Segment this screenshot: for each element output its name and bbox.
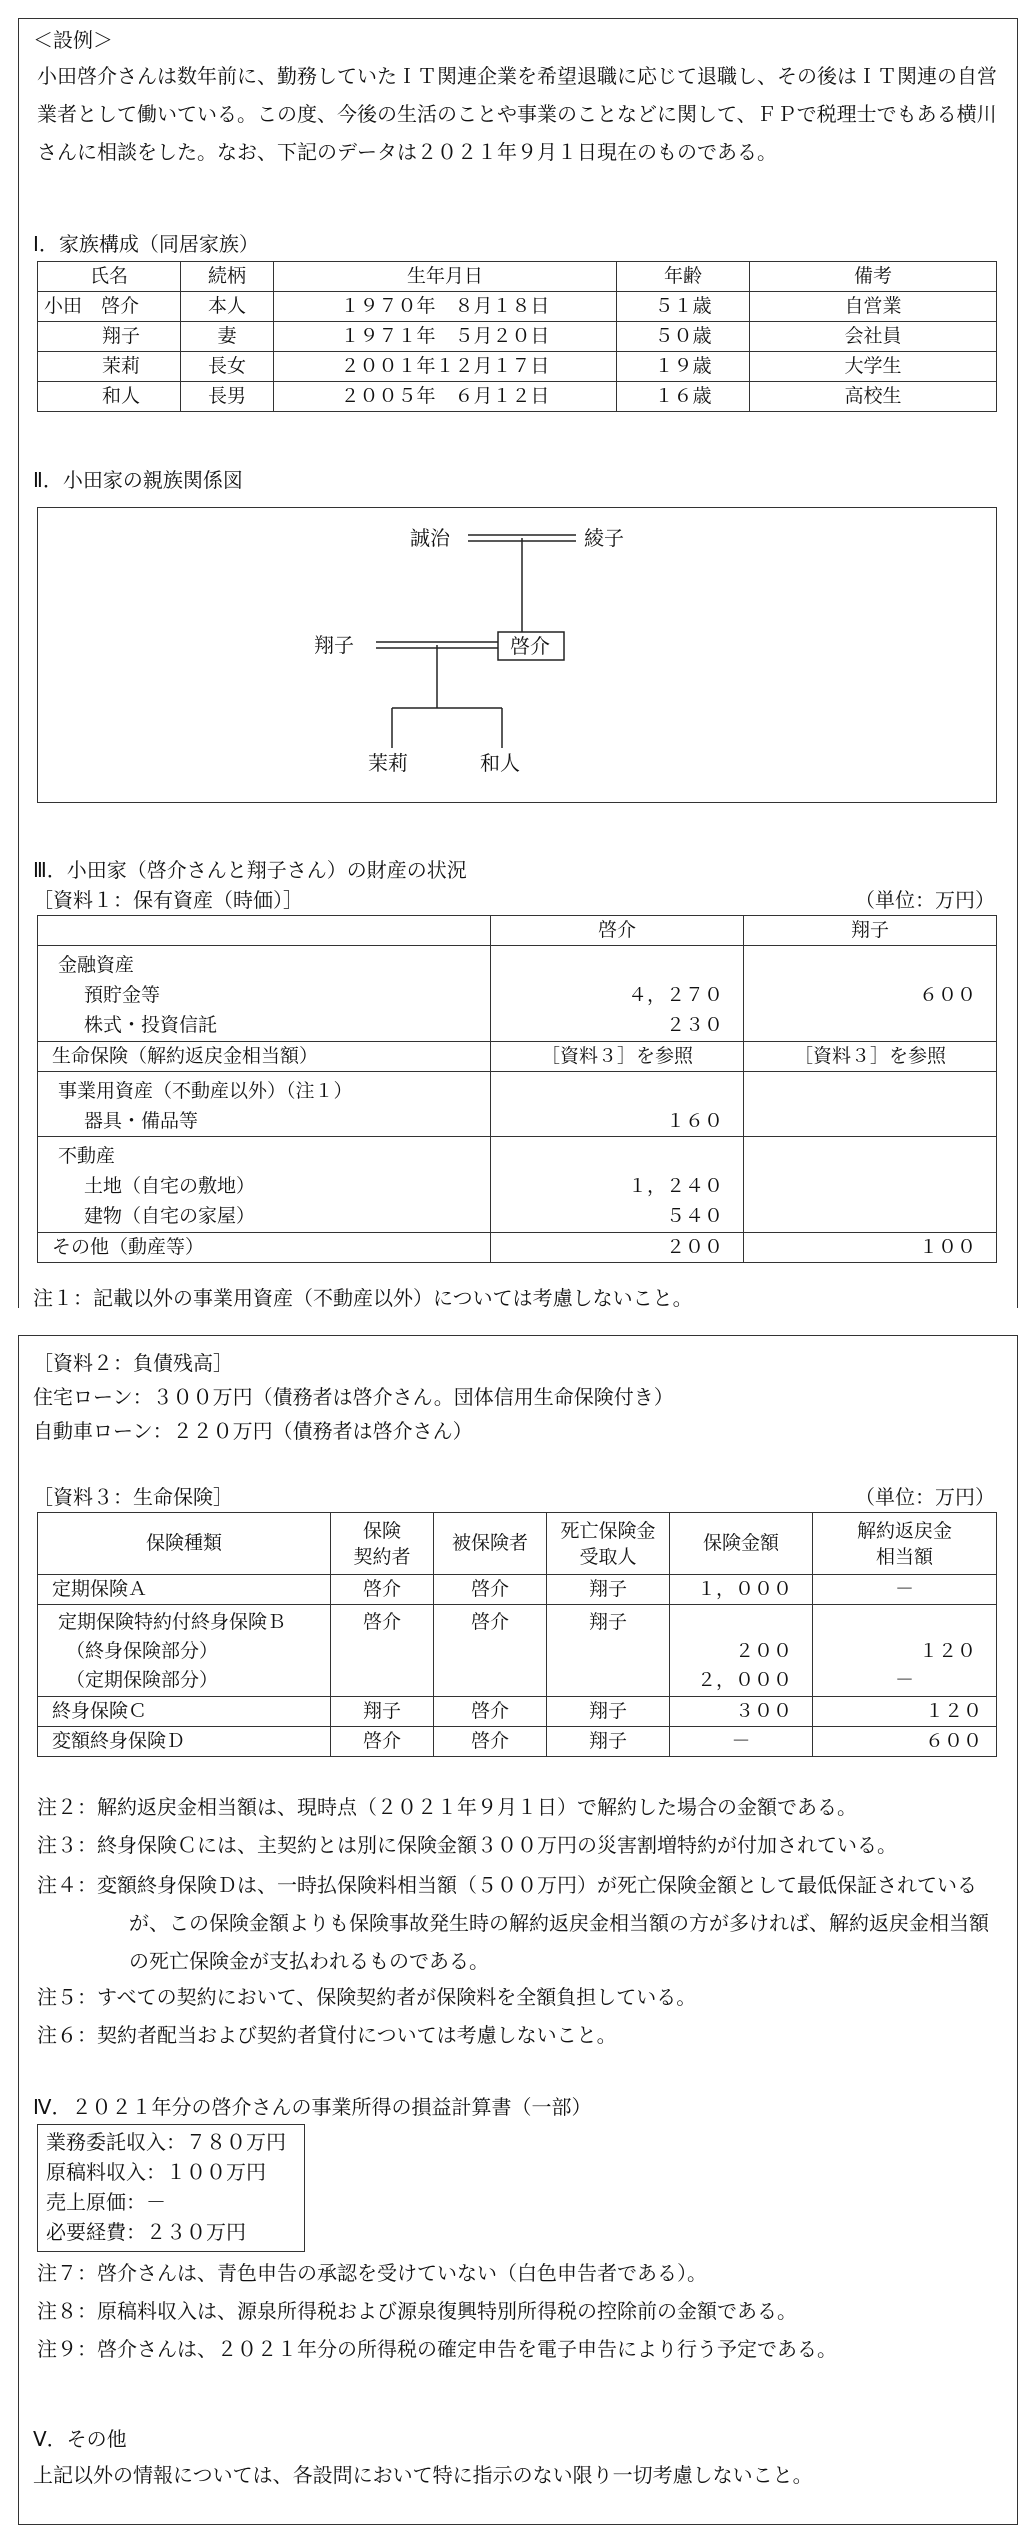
case-heading: ＜設例＞ — [33, 28, 113, 52]
insurance-header-holder — [331, 1513, 434, 1575]
policy-b1-refund: １２０ — [918, 1640, 976, 1662]
policy-b-beneficiary: 翔子 — [547, 1605, 670, 1697]
family-cell: 翔子 — [38, 322, 181, 352]
note-7: 注７：啓介さんは、青色申告の承認を受けていない（白色申告者である）。 — [37, 2261, 707, 2285]
family-cell: 茉莉 — [38, 352, 181, 382]
liabilities-line-1: 住宅ローン：３００万円（債務者は啓介さん。団体信用生命保険付き） — [33, 1385, 674, 1409]
child1-name: 茉莉 — [368, 751, 408, 775]
insurance-header-holder-line2: 契約者 — [353, 1545, 411, 1568]
business-assets-keisuke — [491, 1072, 744, 1137]
equipment-label: 器具・備品等 — [84, 1110, 199, 1132]
case-card-part2 — [18, 1335, 1018, 2525]
family-cell: 長女 — [181, 352, 274, 382]
policy-b2-refund: － — [894, 1669, 914, 1691]
policy-b-insured: 啓介 — [434, 1605, 547, 1697]
case-card-part1 — [18, 18, 1018, 1308]
other-assets-shoko: １００ — [744, 1233, 997, 1263]
policy-c-type: 終身保険Ｃ — [38, 1697, 331, 1727]
building-keisuke: ５４０ — [665, 1205, 723, 1227]
assets-section-title: Ⅲ．小田家（啓介さんと翔子さん）の財産の状況 — [33, 858, 467, 882]
assets-unit: （単位：万円） — [855, 888, 995, 912]
income-line-3: 売上原価：－ — [46, 2190, 166, 2214]
realestate-shoko — [744, 1137, 997, 1233]
policy-c-amount: ３００ — [670, 1697, 813, 1727]
liabilities-caption: ［資料２：負債残高］ — [33, 1351, 233, 1375]
income-line-1: 業務委託収入：７８０万円 — [46, 2130, 286, 2154]
assets-header-row — [38, 916, 997, 946]
income-line-2: 原稿料収入：１００万円 — [46, 2160, 266, 2184]
life-insurance-label: 生命保険（解約返戻金相当額） — [38, 1042, 491, 1072]
building-label: 建物（自宅の家屋） — [84, 1205, 256, 1227]
assets-header-blank — [38, 916, 491, 946]
child2-name: 和人 — [480, 751, 520, 775]
family-cell: ２００１年１２月１７日 — [274, 352, 617, 382]
assets-financial-shoko — [744, 946, 997, 1042]
insurance-header-refund-line2: 相当額 — [875, 1545, 933, 1568]
insurance-header-beneficiary — [547, 1513, 670, 1575]
table-row — [38, 946, 997, 1042]
assets-header-shoko: 翔子 — [744, 916, 997, 946]
other-assets-keisuke: ２００ — [491, 1233, 744, 1263]
family-cell: 自営業 — [750, 292, 997, 322]
family-cell: 会社員 — [750, 322, 997, 352]
income-section-title: Ⅳ．２０２１年分の啓介さんの事業所得の損益計算書（一部） — [33, 2095, 592, 2119]
family-header-name: 氏名 — [38, 262, 181, 292]
policy-c-refund: １２０ — [813, 1697, 997, 1727]
kinship-svg — [38, 508, 995, 801]
note-4: 注４：変額終身保険Ｄは、一時払保険料相当額（５００万円）が死亡保険金額として最低保証されているが、この保険金額よりも保険事故発生時の解約返戻金相当額の方が多ければ、解約返戻金相当額の死亡保険金が支払われるものである。 — [37, 1873, 989, 1973]
life-insurance-keisuke: ［資料３］を参照 — [491, 1042, 744, 1072]
table-row — [38, 322, 997, 352]
family-header-relation: 続柄 — [181, 262, 274, 292]
family-cell: 妻 — [181, 322, 274, 352]
family-table-header — [38, 262, 997, 292]
table-row — [38, 1042, 997, 1072]
policy-b1-amount: ２００ — [734, 1640, 792, 1662]
life-insurance-shoko: ［資料３］を参照 — [744, 1042, 997, 1072]
deposits-keisuke: ４，２７０ — [627, 984, 723, 1006]
assets-caption: ［資料１：保有資産（時価）］ — [33, 888, 303, 912]
family-cell: 大学生 — [750, 352, 997, 382]
deposits-label: 預貯金等 — [84, 984, 161, 1006]
stocks-keisuke: ２３０ — [665, 1014, 723, 1036]
note-8: 注８：原稿料収入は、源泉所得税および源泉復興特別所得税の控除前の金額である。 — [37, 2299, 797, 2323]
insurance-header-refund — [813, 1513, 997, 1575]
family-cell: １９歳 — [617, 352, 750, 382]
note-6: 注６：契約者配当および契約者貸付については考慮しないこと。 — [37, 2023, 617, 2047]
table-row — [38, 1727, 997, 1757]
family-table — [37, 261, 997, 412]
insurance-caption: ［資料３：生命保険］ — [33, 1485, 233, 1509]
other-assets-label: その他（動産等） — [38, 1233, 491, 1263]
policy-b1-type: （終身保険部分） — [66, 1640, 219, 1662]
family-cell: 小田 啓介 — [38, 292, 181, 322]
table-row — [38, 292, 997, 322]
land-keisuke: １，２４０ — [627, 1175, 723, 1197]
note-5: 注５：すべての契約において、保険契約者が保険料を全額負担している。 — [37, 1985, 697, 2009]
family-section-title: Ⅰ．家族構成（同居家族） — [33, 232, 259, 256]
other-text: 上記以外の情報については、各設問において特に指示のない限り一切考慮しないこと。 — [33, 2463, 813, 2487]
table-row — [38, 1233, 997, 1263]
family-cell: 高校生 — [750, 382, 997, 412]
kinship-section-title: Ⅱ．小田家の親族関係図 — [33, 468, 243, 492]
table-row — [38, 1575, 997, 1605]
family-cell: 和人 — [38, 382, 181, 412]
insurance-unit: （単位：万円） — [855, 1485, 995, 1509]
family-cell: ２００５年 ６月１２日 — [274, 382, 617, 412]
policy-b-type: 定期保険特約付終身保険Ｂ — [58, 1611, 287, 1633]
policy-c-insured: 啓介 — [434, 1697, 547, 1727]
policy-b2-type: （定期保険部分） — [66, 1669, 219, 1691]
policy-d-refund: ６００ — [813, 1727, 997, 1757]
spouse-name: 翔子 — [314, 633, 354, 657]
policy-c-holder: 翔子 — [331, 1697, 434, 1727]
deposits-shoko: ６００ — [918, 984, 976, 1006]
note-9: 注９：啓介さんは、２０２１年分の所得税の確定申告を電子申告により行う予定である。 — [37, 2337, 837, 2361]
note-3: 注３：終身保険Ｃには、主契約とは別に保険金額３００万円の災害割増特約が付加されている。 — [37, 1833, 897, 1857]
insurance-header-amount: 保険金額 — [670, 1513, 813, 1575]
insurance-table — [37, 1512, 997, 1757]
family-cell: 本人 — [181, 292, 274, 322]
family-cell: 長男 — [181, 382, 274, 412]
policy-d-holder: 啓介 — [331, 1727, 434, 1757]
family-header-age: 年齢 — [617, 262, 750, 292]
policy-b2-amount: ２，０００ — [696, 1669, 792, 1691]
table-row — [38, 1605, 997, 1697]
policy-d-insured: 啓介 — [434, 1727, 547, 1757]
family-cell: １９７１年 ５月２０日 — [274, 322, 617, 352]
realestate-cell — [38, 1137, 491, 1233]
policy-b-holder: 啓介 — [331, 1605, 434, 1697]
policy-b-refund-cell — [813, 1605, 997, 1697]
father-name: 誠治 — [410, 526, 450, 550]
insurance-header-insured: 被保険者 — [434, 1513, 547, 1575]
business-assets-cell — [38, 1072, 491, 1137]
business-assets-shoko — [744, 1072, 997, 1137]
table-row — [38, 1697, 997, 1727]
family-cell: ５０歳 — [617, 322, 750, 352]
business-assets-label: 事業用資産（不動産以外）（注１） — [58, 1080, 353, 1102]
assets-table — [37, 915, 997, 1263]
income-line-4: 必要経費：２３０万円 — [46, 2220, 246, 2244]
assets-financial-keisuke — [491, 946, 744, 1042]
table-row — [38, 352, 997, 382]
note-2: 注２：解約返戻金相当額は、現時点（２０２１年９月１日）で解約した場合の金額である。 — [37, 1795, 857, 1819]
other-section-title: Ⅴ．その他 — [33, 2427, 127, 2451]
liabilities-line-2: 自動車ローン：２２０万円（債務者は啓介さん） — [33, 1419, 473, 1443]
policy-a-holder: 啓介 — [331, 1575, 434, 1605]
kinship-diagram — [37, 507, 997, 803]
assets-header-keisuke: 啓介 — [491, 916, 744, 946]
family-cell: １９７０年 ８月１８日 — [274, 292, 617, 322]
equipment-keisuke: １６０ — [665, 1110, 723, 1132]
policy-c-beneficiary: 翔子 — [547, 1697, 670, 1727]
policy-a-amount: １，０００ — [670, 1575, 813, 1605]
realestate-keisuke — [491, 1137, 744, 1233]
policy-a-type: 定期保険Ａ — [38, 1575, 331, 1605]
mother-name: 綾子 — [584, 526, 624, 550]
insurance-header-row — [38, 1513, 997, 1575]
family-header-remarks: 備考 — [750, 262, 997, 292]
stocks-label: 株式・投資信託 — [84, 1014, 218, 1036]
insurance-header-beneficiary-line1: 死亡保険金 — [560, 1519, 656, 1542]
income-statement-box — [37, 2124, 305, 2252]
policy-d-type: 変額終身保険Ｄ — [38, 1727, 331, 1757]
self-name: 啓介 — [510, 634, 550, 658]
policy-a-beneficiary: 翔子 — [547, 1575, 670, 1605]
insurance-header-refund-line1: 解約返戻金 — [856, 1519, 952, 1542]
insurance-header-beneficiary-line2: 受取人 — [579, 1545, 637, 1568]
table-row — [38, 1072, 997, 1137]
case-intro: 小田啓介さんは数年前に、勤務していたＩＴ関連企業を希望退職に応じて退職し、その後はＩＴ関連の自営業者として働いている。この度、今後の生活のことや事業のことなどに関して、ＦＰで税理士でもある横川さんに相談をした。なお、下記のデータは２０２１年９月１日現在のものである。 — [37, 64, 997, 164]
policy-a-insured: 啓介 — [434, 1575, 547, 1605]
family-cell: ５１歳 — [617, 292, 750, 322]
table-row — [38, 1137, 997, 1233]
insurance-header-holder-line1: 保険 — [362, 1519, 401, 1542]
realestate-label: 不動産 — [58, 1145, 116, 1167]
policy-d-amount: － — [670, 1727, 813, 1757]
note-1: 注１：記載以外の事業用資産（不動産以外）については考慮しないこと。 — [33, 1286, 693, 1310]
insurance-header-type: 保険種類 — [38, 1513, 331, 1575]
policy-b-type-cell — [38, 1605, 331, 1697]
policy-b-amount-cell — [670, 1605, 813, 1697]
policy-a-refund: － — [813, 1575, 997, 1605]
land-label: 土地（自宅の敷地） — [84, 1175, 256, 1197]
family-header-birthdate: 生年月日 — [274, 262, 617, 292]
table-row — [38, 382, 997, 412]
family-cell: １６歳 — [617, 382, 750, 412]
financial-label: 金融資産 — [58, 954, 135, 976]
assets-financial-cell — [38, 946, 491, 1042]
policy-d-beneficiary: 翔子 — [547, 1727, 670, 1757]
